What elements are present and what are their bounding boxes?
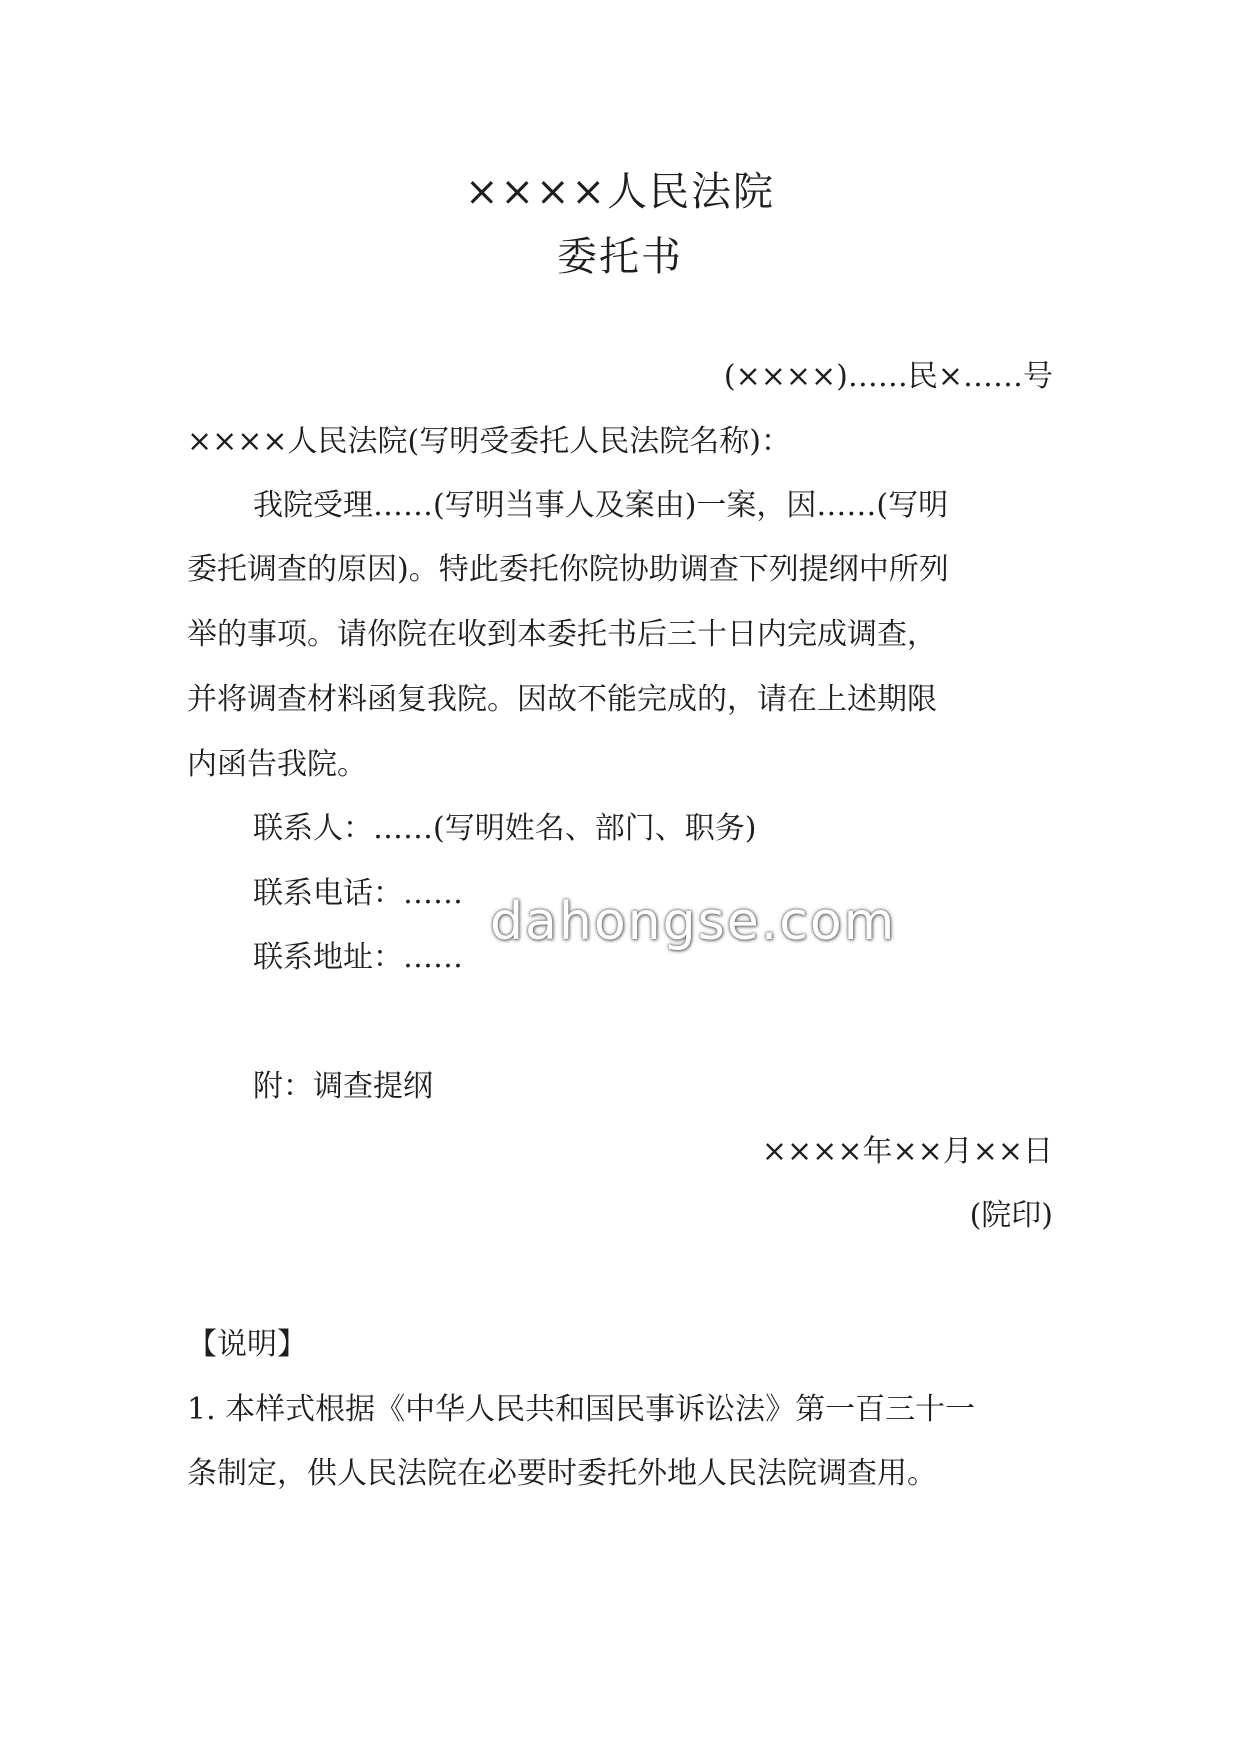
notes-line: 1. 本样式根据《中华人民共和国民事诉讼法》第一百三十一 bbox=[187, 1392, 976, 1427]
contact-phone: 联系电话：…… bbox=[253, 876, 463, 911]
body-line: 举的事项。请你院在收到本委托书后三十日内完成调查， bbox=[187, 617, 937, 652]
contact-person: 联系人：……(写明姓名、部门、职务) bbox=[253, 811, 757, 846]
body-line: 内函告我院。 bbox=[187, 747, 367, 782]
contact-address: 联系地址：…… bbox=[253, 940, 463, 975]
notes-heading: 【说明】 bbox=[187, 1327, 307, 1362]
watermark: dahongse.com bbox=[490, 892, 897, 952]
notes-line: 条制定，供人民法院在必要时委托外地人民法院调查用。 bbox=[187, 1456, 937, 1491]
document-date: ××××年××月××日 bbox=[761, 1134, 1053, 1169]
case-number: (××××)……民×……号 bbox=[723, 359, 1053, 394]
addressee: ××××人民法院(写明受委托人民法院名称)： bbox=[187, 424, 791, 459]
body-line: 委托调查的原因)。特此委托你院协助调查下列提纲中所列 bbox=[187, 552, 949, 587]
court-seal: (院印) bbox=[969, 1198, 1053, 1233]
body-line: 我院受理……(写明当事人及案由)一案，因……(写明 bbox=[253, 488, 949, 523]
document-title: 委托书 bbox=[557, 234, 683, 280]
attachment-line: 附：调查提纲 bbox=[253, 1069, 433, 1104]
body-line: 并将调查材料函复我院。因故不能完成的，请在上述期限 bbox=[187, 682, 937, 717]
court-title: ××××人民法院 bbox=[464, 169, 776, 215]
